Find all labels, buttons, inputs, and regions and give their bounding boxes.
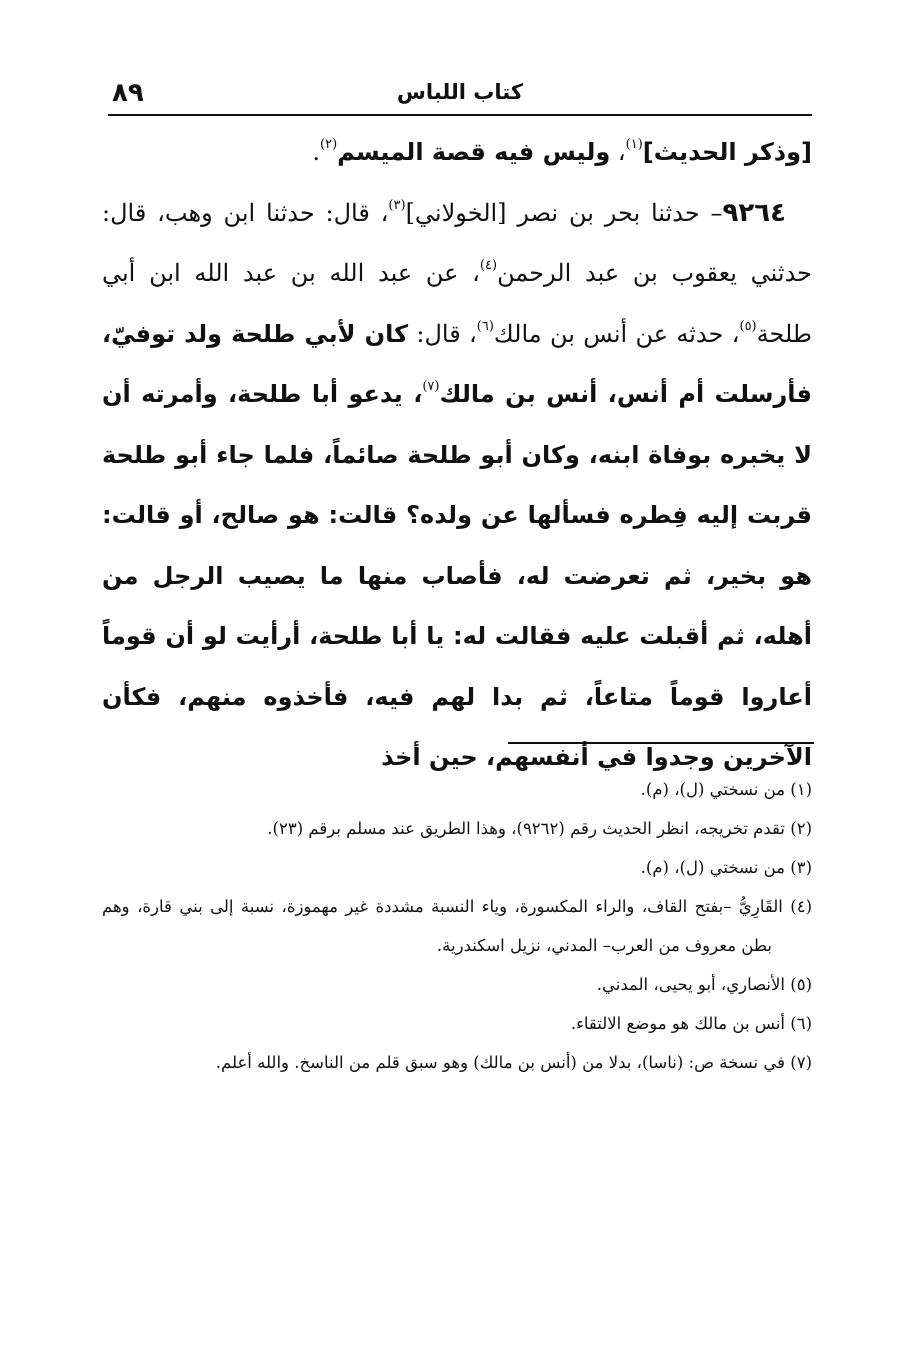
- footnote-7: (٧) في نسخة ص: (ناسا)، بدلا من (أنس بن مالك) وهو سبق قلم من الناسخ. والله أعلم.: [215, 1053, 812, 1072]
- intro-separator: ،: [610, 138, 626, 166]
- footnote-5: (٥) الأنصاري، أبو يحيى، المدني.: [596, 975, 812, 994]
- footnote-ref-1: (١): [625, 137, 643, 152]
- footnote-1: (١) من نسختي (ل)، (م).: [640, 780, 812, 799]
- chain-part-2: ، قال: حدثنا ابن وهب، قال: حدثني يعقوب بن عبد الرحمن: [102, 198, 812, 287]
- intro-bold-a: [وذكر الحديث]: [642, 138, 812, 166]
- hadith-dash: –: [699, 198, 723, 227]
- page-number: ٨٩: [112, 78, 144, 108]
- footnotes: [102, 770, 812, 1082]
- hadith-paragraph: [102, 183, 812, 788]
- chain-part-3: ، عن عبد الله بن عبد الله ابن أبي طلحة: [102, 259, 813, 348]
- chain-part-4: ، حدثه عن أنس بن مالك: [493, 319, 740, 348]
- footnote-ref-4: (٤): [479, 258, 498, 273]
- intro-line: [102, 122, 812, 183]
- hadith-number: ٩٢٦٤: [722, 197, 786, 228]
- main-text: [102, 122, 812, 788]
- footnote-3: (٣) من نسختي (ل)، (م).: [640, 858, 812, 877]
- footnote-ref-7: (٧): [422, 379, 440, 394]
- footnote-divider: [508, 742, 814, 744]
- footnote-2: (٢) تقدم تخريجه، انظر الحديث رقم (٩٢٦٢)، وهذا الطريق عند مسلم برقم (٢٣).: [267, 819, 812, 838]
- book-title: كتاب اللباس: [396, 80, 524, 104]
- footnote-ref-2: (٢): [320, 137, 338, 152]
- footnote-ref-5: (٥): [739, 318, 757, 334]
- chain-part-1: حدثنا بحر بن نصر [الخولاني]: [405, 198, 700, 227]
- matn-part-2: ، يدعو أبا طلحة، وأمرته أن لا يخبره بوفاة ابنه، وكان أبو طلحة صائماً، فلما جاء أبو طلحة قربت إليه فِطره فسألها عن ولده؟ قالت: هو صالح، أو قالت: هو بخير، ثم تعرضت له، فأصاب منها ما يصيب الرجل من أهله، ثم أقبلت عليه فقالت له: يا أبا طلحة، أرأيت لو أن قوماً أعاروا قوماً متاعاً، ثم بدا لهم فيه، فأخذوه منهم، فكأن الآخرين وجدوا في أنفسهم، حين أخذ: [102, 380, 812, 771]
- intro-bold-b: وليس فيه قصة الميسم: [337, 138, 611, 166]
- footnote-ref-6: (٦): [476, 318, 494, 334]
- matn-part-1: كان لأبي طلحة ولد توفيّ، فأرسلت أم أنس، أنس بن مالك: [102, 319, 812, 408]
- footnote-6: (٦) أنس بن مالك هو موضع الالتقاء.: [570, 1014, 812, 1033]
- footnote-4: (٤) القَارِيُّ –بفتح القاف، والراء المكسورة، وياء النسبة مشددة غير مهموزة، نسبة إلى بني قارة، وهم بطن معروف من العرب– المدني، نزيل اسكندرية.: [102, 897, 812, 955]
- footnote-ref-3: (٣): [388, 197, 406, 213]
- chain-part-5: ، قال:: [408, 319, 477, 348]
- intro-end: .: [312, 138, 321, 166]
- running-header: [108, 74, 812, 116]
